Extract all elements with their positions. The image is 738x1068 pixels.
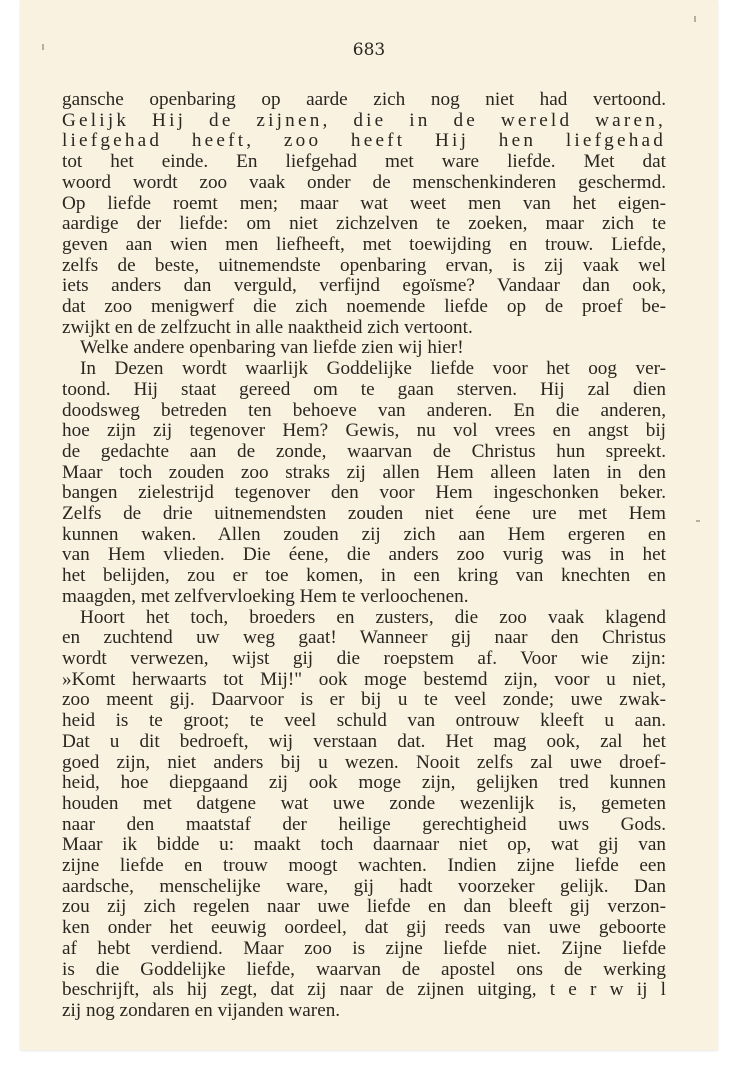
text-line: de gedachte aan de zonde, waarvan de Christus hun spreekt. <box>62 440 666 462</box>
text-line: woord wordt zoo vaak onder de menschenkinderen geschermd. <box>62 171 666 193</box>
book-page <box>20 0 718 1050</box>
paper-speck <box>694 16 696 22</box>
paper-speck <box>696 520 700 522</box>
text-line: Hoort het toch, broeders en zusters, die zoo vaak klagend <box>80 606 666 628</box>
text-line: aardige der liefde: om niet zichzelven te zoeken, maar zich te <box>62 213 666 235</box>
text-line: Dat u dit bedroeft, wij verstaan dat. Het mag ook, zal het <box>62 730 666 752</box>
text-line: kunnen waken. Allen zouden zij zich aan Hem ergeren en <box>62 523 666 545</box>
page-number: 683 <box>352 40 386 60</box>
text-line: zoo meent gij. Daarvoor is er bij u te veel zonde; uwe zwak- <box>62 689 666 711</box>
text-line: heid, hoe diepgaand zij ook moge zijn, gelijken tred kunnen <box>62 772 666 794</box>
text-line: Maar ik bidde u: maakt toch daarnaar niet op, wat gij van <box>62 834 666 856</box>
text-line: maagden, met zelfvervloeking Hem te verloochenen. <box>62 585 469 607</box>
text-line: bangen zielestrijd tegenover den voor Hem ingeschonken beker. <box>62 482 666 504</box>
text-line: Op liefde roemt men; maar wat weet men van het eigen- <box>62 192 666 214</box>
text-line: naar den maatstaf der heilige gerechtigheid uws Gods. <box>62 813 666 835</box>
text-line: dat zoo menigwerf die zich noemende liefde op de proef be- <box>62 296 666 318</box>
text-line: goed zijn, niet anders bij u wezen. Nooit zelfs zal uwe droef- <box>62 751 666 773</box>
text-line: ken onder het eeuwig oordeel, dat gij reeds van uwe geboorte <box>62 917 666 939</box>
text-line: tot het einde. En liefgehad met ware liefde. Met dat <box>62 151 666 173</box>
text-line: en zuchtend uw weg gaat! Wanneer gij naar den Christus <box>62 627 666 649</box>
text-line: liefgehad heeft, zoo heeft Hij hen liefgehad <box>62 130 666 152</box>
text-line: zou zij zich regelen naar uwe liefde en dan bleeft gij verzon- <box>62 896 666 918</box>
text-line: houden met datgene wat uwe zonde wezenlijk is, gemeten <box>62 792 666 814</box>
text-line: zwijkt en de zelfzucht in alle naaktheid zich vertoont. <box>62 316 473 338</box>
text-line: Welke andere openbaring van liefde zien wij hier! <box>80 337 464 359</box>
text-line: van Hem vlieden. Die éene, die anders zoo vurig was in het <box>62 544 666 566</box>
text-line: heid is te groot; te veel schuld van ontrouw kleeft u aan. <box>62 710 666 732</box>
text-line: zelfs de beste, uitnemendste openbaring ervan, is zij vaak wel <box>62 254 666 276</box>
text-line: is die Goddelijke liefde, waarvan de apostel ons de werking <box>62 958 666 980</box>
text-line: aardsche, menschelijke ware, gij hadt voorzeker gelijk. Dan <box>62 875 666 897</box>
text-line: Gelijk Hij de zijnen, die in de wereld waren, <box>62 109 666 131</box>
text-line: doodsweg betreden ten behoeve van anderen. En die anderen, <box>62 399 666 421</box>
text-line: zijne liefde en trouw moogt wachten. Indien zijne liefde een <box>62 855 666 877</box>
text-line: iets anders dan verguld, verfijnd egoïsme? Vandaar dan ook, <box>62 275 666 297</box>
text-line: In Dezen wordt waarlijk Goddelijke liefde voor het oog ver- <box>80 358 666 380</box>
text-line: beschrijft, als hij zegt, dat zij naar de zijnen uitging, t e r w ij l <box>62 979 666 1001</box>
text-line: af hebt verdiend. Maar zoo is zijne liefde niet. Zijne liefde <box>62 937 666 959</box>
text-line: »Komt herwaarts tot Mij!" ook moge bestemd zijn, voor u niet, <box>62 668 666 690</box>
text-line: het belijden, zou er toe komen, in een kring van knechten en <box>62 565 666 587</box>
text-line: zij nog zondaren en vijanden waren. <box>62 999 341 1021</box>
body-text <box>62 90 666 1022</box>
text-line: gansche openbaring op aarde zich nog niet had vertoond. <box>62 89 666 110</box>
text-line: toond. Hij staat gereed om te gaan sterven. Hij zal dien <box>62 378 666 400</box>
text-line: wordt verwezen, wijst gij die roepstem af. Voor wie zijn: <box>62 647 666 669</box>
text-line: hoe zijn zij tegenover Hem? Gewis, nu vol vrees en angst bij <box>62 420 666 442</box>
text-line: Maar toch zouden zoo straks zij allen Hem alleen laten in den <box>62 461 666 483</box>
text-line: Zelfs de drie uitnemendsten zouden niet éene ure met Hem <box>62 503 666 525</box>
text-line: geven aan wien men liefheeft, met toewijding en trouw. Liefde, <box>62 233 666 255</box>
